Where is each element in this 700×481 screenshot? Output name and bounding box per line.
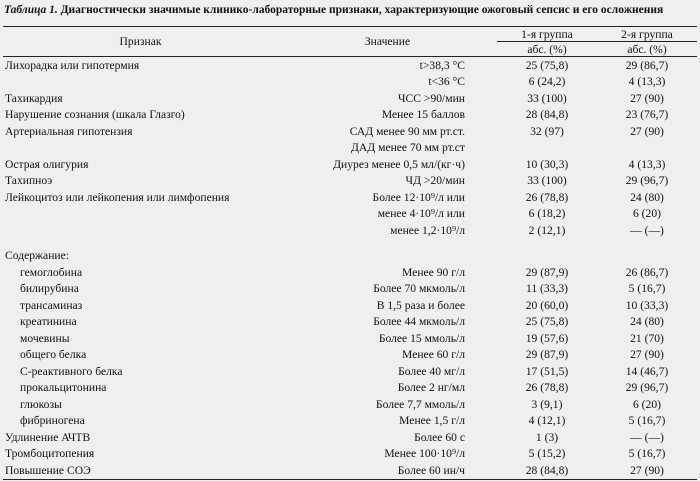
group1-cell: 25 (75,8) xyxy=(525,58,569,72)
group1-cell: 33 (100) xyxy=(527,174,567,188)
table-row xyxy=(3,107,697,124)
value-cell: Более 15 ммоль/л xyxy=(378,331,465,345)
value-cell: Более 7,7 ммоль/л xyxy=(375,397,465,411)
value-cell: Менее 60 г/л xyxy=(402,348,465,362)
group2-cell: 5 (16,7) xyxy=(628,282,666,296)
header-abs1: абс. (%) xyxy=(497,42,597,57)
sign-cell: Тахипноэ xyxy=(5,174,53,188)
group1-cell: 2 (12,1) xyxy=(528,223,566,237)
value-cell: ЧД >20/мин xyxy=(405,174,465,188)
table-row xyxy=(3,57,697,74)
table-row xyxy=(3,297,697,314)
sign-cell: гемоглобина xyxy=(20,265,83,279)
table-row xyxy=(3,380,697,397)
group2-cell: 14 (46,7) xyxy=(625,364,669,378)
value-cell: Менее 15 баллов xyxy=(381,108,465,122)
value-cell: Более 70 мкмоль/л xyxy=(373,282,465,296)
sign-cell: билирубина xyxy=(20,282,79,296)
group1-cell: 26 (78,8) xyxy=(525,190,569,204)
table-row xyxy=(3,347,697,364)
group1-cell: 11 (33,3) xyxy=(525,282,569,296)
sign-cell: С-реактивного белка xyxy=(20,364,123,378)
group1-cell: 29 (87,9) xyxy=(525,348,569,362)
value-cell xyxy=(278,248,497,265)
group2-cell: 24 (80) xyxy=(630,315,664,329)
group2-cell: 21 (70) xyxy=(630,331,664,345)
group2-cell: 6 (20) xyxy=(632,397,661,411)
group1-cell: 33 (100) xyxy=(527,91,567,105)
sign-cell: прокальцитонина xyxy=(20,381,107,395)
table-row xyxy=(3,140,697,157)
group1-cell: 32 (97) xyxy=(530,124,564,138)
sign-cell: Артериальная гипотензия xyxy=(5,124,133,138)
sign-cell: креатинина xyxy=(20,315,77,329)
sign-cell: общего белка xyxy=(20,348,87,362)
sign-cell: Тахикардия xyxy=(5,91,63,105)
value-cell: В 1,5 раза и более xyxy=(376,298,465,312)
value-cell: ЧСС >90/мин xyxy=(398,91,465,105)
value-cell: Менее 100·10⁹/л xyxy=(384,447,465,461)
group2-cell: 29 (86,7) xyxy=(625,58,669,72)
group2-cell: 27 (90) xyxy=(630,124,664,138)
value-cell: САД менее 90 мм рт.ст. xyxy=(349,124,465,138)
header-abs2: абс. (%) xyxy=(597,42,697,57)
table-row xyxy=(3,264,697,281)
group1-cell: 5 (15,2) xyxy=(528,447,566,461)
table-row xyxy=(3,248,697,265)
value-cell: Более 60 ин/ч xyxy=(278,462,497,479)
table-body xyxy=(3,57,697,480)
group1-cell: 19 (57,6) xyxy=(525,331,569,345)
value-cell: менее 4·10⁹/л или xyxy=(377,207,465,221)
group1-cell: 17 (51,5) xyxy=(525,364,569,378)
sign-cell: Острая олигурия xyxy=(5,157,89,171)
value-cell: ДАД менее 70 мм рт.ст xyxy=(351,141,465,155)
header-value: Значение xyxy=(278,27,497,57)
sign-cell: Лейкоцитоз или лейкопения или лимфопения xyxy=(5,190,230,204)
table-row xyxy=(3,123,697,140)
table-row xyxy=(3,446,697,463)
group1-cell: 4 (12,1) xyxy=(528,414,566,428)
header-group2: 2-я группа xyxy=(597,27,697,42)
table-row xyxy=(3,314,697,331)
caption-title: Диагностически значимые клинико-лабораторные признаки, характеризующие ожоговый сепсис и его осложнения xyxy=(60,4,664,16)
sign-cell: трансаминаз xyxy=(20,298,83,312)
group2-cell xyxy=(597,248,697,265)
sign-cell xyxy=(3,222,278,239)
caption-label: Таблица 1. xyxy=(4,4,58,16)
group2-cell: 5 (16,7) xyxy=(628,447,666,461)
group2-cell xyxy=(597,140,697,157)
sign-cell: Содержание: xyxy=(5,249,69,263)
header-sign: Признак xyxy=(3,27,278,57)
group2-cell: 26 (86,7) xyxy=(625,265,669,279)
value-cell: t>38,3 °С xyxy=(419,58,465,72)
sign-cell xyxy=(3,239,278,248)
group1-cell: 10 (30,3) xyxy=(525,157,569,171)
header-row-1 xyxy=(3,27,697,42)
group1-cell: 6 (18,2) xyxy=(528,207,566,221)
table-row xyxy=(3,90,697,107)
table-row xyxy=(3,222,697,239)
sign-cell: Тромбоцитопения xyxy=(5,447,95,461)
table-caption xyxy=(4,3,696,17)
sign-cell: Удлинение АЧТВ xyxy=(5,430,91,444)
group1-cell: 1 (3) xyxy=(535,430,559,444)
group2-cell: 27 (90) xyxy=(597,462,697,479)
sign-cell xyxy=(3,140,278,157)
group1-cell: 26 (78,8) xyxy=(525,381,569,395)
table-row xyxy=(3,363,697,380)
sign-cell xyxy=(3,206,278,223)
group2-cell: 27 (90) xyxy=(630,91,664,105)
table-row xyxy=(3,396,697,413)
value-cell: Более 44 мкмоль/л xyxy=(373,315,465,329)
group2-cell: 4 (13,3) xyxy=(628,157,666,171)
group2-cell: 24 (80) xyxy=(630,190,664,204)
sign-cell: Нарушение сознания (шкала Глазго) xyxy=(5,108,185,122)
table-row xyxy=(3,189,697,206)
spacer-row xyxy=(3,239,697,248)
table-row xyxy=(3,429,697,446)
group1-cell xyxy=(497,140,597,157)
group2-cell: 23 (76,7) xyxy=(625,108,669,122)
value-cell: Более 60 с xyxy=(414,430,465,444)
group1-cell: 20 (60,0) xyxy=(525,298,569,312)
table-row xyxy=(3,281,697,298)
table-row xyxy=(3,206,697,223)
table-row xyxy=(3,156,697,173)
group2-cell: — (—) xyxy=(630,430,664,444)
table-row xyxy=(3,413,697,430)
sign-cell: глюкозы xyxy=(20,397,62,411)
sign-cell: Лихорадка или гипотермия xyxy=(5,58,140,72)
table-row xyxy=(3,462,697,479)
value-cell: t<36 °С xyxy=(428,75,465,89)
group1-cell xyxy=(497,248,597,265)
group2-cell: 4 (13,3) xyxy=(628,75,666,89)
table-row xyxy=(3,330,697,347)
value-cell: менее 1,2·10⁹/л xyxy=(390,223,465,237)
table-row xyxy=(3,173,697,190)
group2-cell: 5 (16,7) xyxy=(628,414,666,428)
value-cell: Менее 1,5 г/л xyxy=(399,414,465,428)
value-cell: Более 12·10⁹/л или xyxy=(372,190,465,204)
table-row xyxy=(3,74,697,91)
header-group1: 1-я группа xyxy=(497,27,597,42)
group1-cell: 3 (9,1) xyxy=(531,397,563,411)
group2-cell xyxy=(597,239,697,248)
group1-cell: 28 (84,8) xyxy=(525,108,569,122)
value-cell: Более 2 нг/мл xyxy=(397,381,465,395)
value-cell xyxy=(278,239,497,248)
sign-cell: Повышение СОЭ xyxy=(3,462,278,479)
group2-cell: — (—) xyxy=(630,223,664,237)
value-cell: Более 40 мг/л xyxy=(398,364,465,378)
group2-cell: 29 (96,7) xyxy=(625,174,669,188)
sign-cell: мочевины xyxy=(20,331,70,345)
data-table xyxy=(3,26,697,480)
group2-cell: 29 (96,7) xyxy=(625,381,669,395)
group1-cell: 25 (75,8) xyxy=(525,315,569,329)
group2-cell: 27 (90) xyxy=(630,348,664,362)
sign-cell: фибриногена xyxy=(20,414,85,428)
group2-cell: 6 (20) xyxy=(632,207,661,221)
group1-cell xyxy=(497,239,597,248)
group1-cell: 28 (84,8) xyxy=(497,462,597,479)
group1-cell: 29 (87,9) xyxy=(525,265,569,279)
group2-cell: 10 (33,3) xyxy=(625,298,669,312)
sign-cell xyxy=(3,74,278,91)
group1-cell: 6 (24,2) xyxy=(528,75,566,89)
value-cell: Диурез менее 0,5 мл/(кг·ч) xyxy=(333,157,465,171)
value-cell: Менее 90 г/л xyxy=(402,265,465,279)
